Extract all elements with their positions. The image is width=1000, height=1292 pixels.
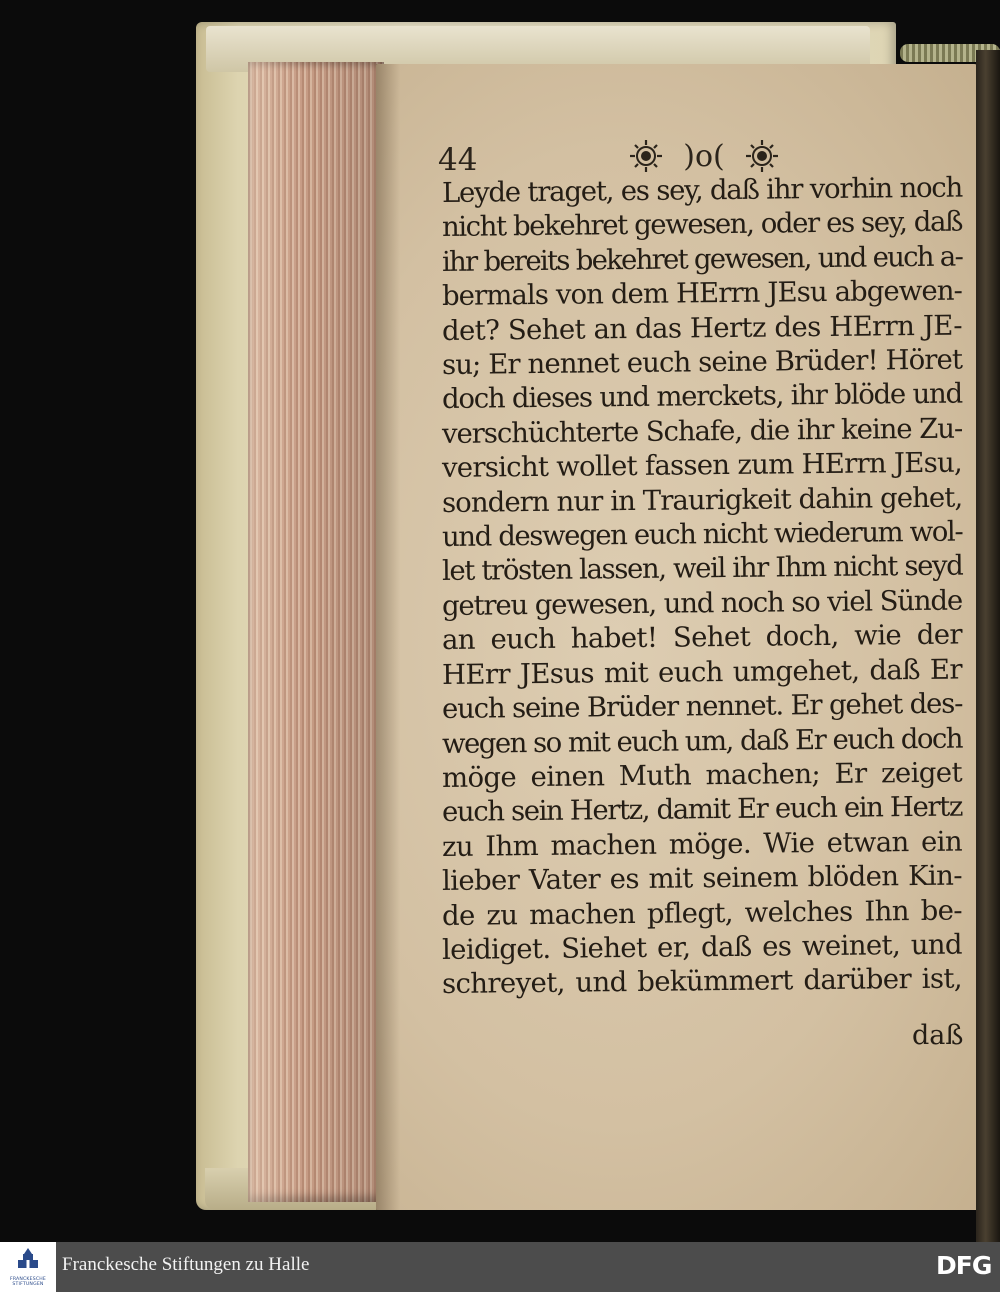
- text-line: bermals von dem HErrn JEsu abgewen-: [441, 274, 963, 313]
- page-block-shade: [248, 62, 384, 1202]
- ornament-text: )o(: [683, 139, 725, 174]
- facing-page-edge: [976, 50, 1000, 1242]
- text-line: ihr bereits bekehret gewesen, und euch a-: [441, 240, 963, 278]
- text-line: det? Sehet an das Hertz des HErrn JE-: [441, 309, 963, 347]
- page-number: 44: [438, 142, 478, 178]
- logo-label: FRANCKESCHE STIFTUNGEN: [9, 1277, 47, 1288]
- institution-logo[interactable]: [0, 1242, 56, 1292]
- institution-name[interactable]: Franckesche Stiftungen zu Halle: [62, 1254, 310, 1275]
- text-line: getreu gewesen, und noch so viel Sünde: [441, 584, 963, 622]
- text-line: und deswegen euch nicht wiederum wol-: [441, 515, 963, 554]
- text-line: schreyet, und bekümmert darüber ist,: [441, 962, 963, 1001]
- text-line: HErr JEsus mit euch umgehet, daß Er: [441, 653, 963, 691]
- viewer-footer: [0, 1242, 1000, 1292]
- text-line: möge einen Muth machen; Er zeiget: [441, 756, 963, 794]
- text-line: euch sein Hertz, damit Er euch ein Hertz: [441, 790, 963, 829]
- text-line: zu Ihm machen möge. Wie etwan ein: [441, 825, 963, 863]
- text-line: euch seine Brüder nennet. Er gehet des-: [441, 687, 963, 726]
- text-line: su; Er nennet euch seine Brüder! Höret: [441, 343, 963, 382]
- gutter-shadow: [376, 64, 400, 1210]
- header-ornament: [624, 136, 784, 176]
- text-line: doch dieses und merckets, ihr blöde und: [441, 377, 963, 416]
- orphanage-building-icon: [14, 1246, 42, 1276]
- text-line: leidiget. Siehet er, daß es weinet, und: [441, 928, 963, 966]
- flower-ornament-icon: [624, 136, 784, 176]
- text-line: verschüchterte Schafe, die ihr keine Zu-: [441, 412, 963, 450]
- text-line: wegen so mit euch um, daß Er euch doch: [441, 722, 963, 760]
- text-line: versicht wollet fassen zum HErrn JEsu,: [441, 446, 963, 485]
- text-line: de zu machen pflegt, welches Ihn be-: [441, 894, 963, 932]
- text-line: Leyde traget, es sey, daß ihr vorhin noch: [441, 171, 963, 209]
- text-line: sondern nur in Traurigkeit dahin gehet,: [441, 481, 963, 519]
- text-line: lieber Vater es mit seinem blöden Kin-: [441, 859, 963, 898]
- catchword: daß: [912, 1020, 964, 1051]
- text-line: an euch habet! Sehet doch, wie der: [441, 618, 963, 657]
- body-text: [441, 171, 963, 1002]
- text-line: nicht bekehret gewesen, oder es sey, daß: [441, 205, 963, 244]
- dfg-logo[interactable]: DFG: [936, 1251, 992, 1280]
- text-line: let trösten lassen, weil ihr Ihm nicht seyd: [441, 550, 963, 588]
